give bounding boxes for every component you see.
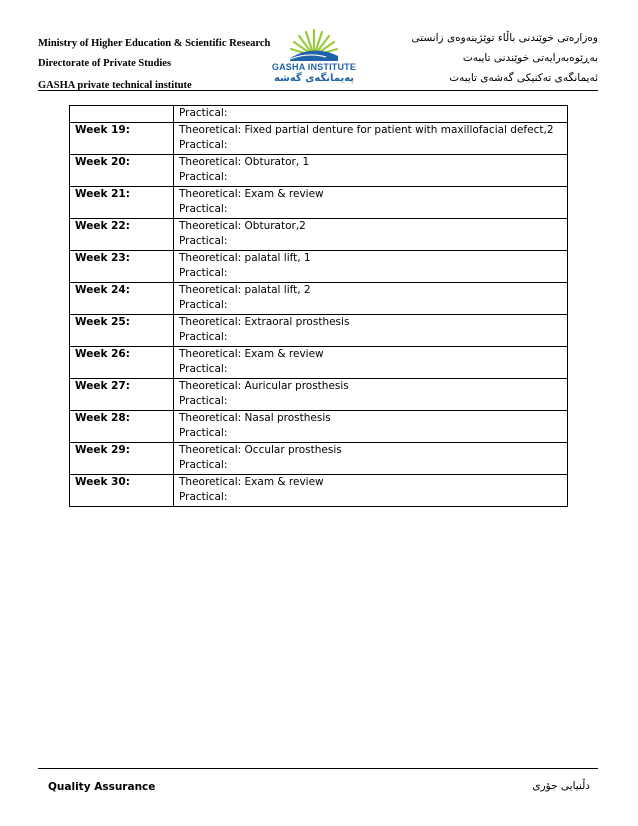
- week-label: [70, 282, 174, 314]
- theoretical-line: Theoretical: Auricular prosthesis: [179, 379, 349, 392]
- logo-subtitle: پەیمانگەی گەشە: [273, 73, 355, 84]
- week-label-text: Week 19:: [75, 123, 130, 136]
- week-label-text: Week 25:: [75, 315, 130, 328]
- practical-line: Practical:: [179, 491, 228, 503]
- header-institute-kurdish: ئەیمانگەی تەکنیکی گەشەی تایبەت: [449, 72, 598, 84]
- week-label: [70, 154, 174, 186]
- practical-line: Practical:: [179, 267, 228, 279]
- gasha-logo: [268, 26, 360, 88]
- practical-line: Practical:: [179, 395, 228, 407]
- content-cell: [174, 410, 568, 442]
- week-label-text: Week 20:: [75, 155, 130, 168]
- header-divider: [38, 90, 598, 91]
- weekly-plan-table: [69, 105, 568, 507]
- content-cell: [174, 442, 568, 474]
- content-cell: [174, 282, 568, 314]
- table-row: [70, 122, 568, 154]
- practical-line: Practical:: [179, 235, 228, 247]
- table-row: [70, 442, 568, 474]
- theoretical-line: Theoretical: Fixed partial denture for patient with maxillofacial defect,2: [179, 123, 554, 136]
- footer-divider: [38, 768, 598, 769]
- week-label-text: Week 23:: [75, 251, 130, 264]
- table-row: [70, 314, 568, 346]
- week-label: [70, 378, 174, 410]
- week-label-text: Week 28:: [75, 411, 130, 424]
- week-label: [70, 218, 174, 250]
- content-cell: [174, 474, 568, 506]
- week-label: [70, 186, 174, 218]
- week-label: [70, 442, 174, 474]
- table-row: [70, 410, 568, 442]
- logo-name: GASHA INSTITUTE: [271, 62, 357, 72]
- week-label-text: Week 24:: [75, 283, 130, 296]
- practical-line: Practical:: [179, 203, 228, 215]
- header-kurdish: [398, 28, 598, 88]
- theoretical-line: Theoretical: Exam & review: [179, 347, 324, 360]
- theoretical-line: Theoretical: Obturator,2: [179, 219, 306, 232]
- header-ministry-kurdish: وەزارەتی خوێندنی باڵاء توێژینەوەی زانستی: [411, 32, 598, 44]
- practical-line: Practical:: [179, 171, 228, 183]
- week-label-text: Week 22:: [75, 219, 130, 232]
- sun-wave-icon: [268, 26, 360, 62]
- week-cell: [70, 106, 174, 123]
- header-directorate-kurdish: بەڕێوەبەرایەتی خوێندنی تایبەت: [462, 52, 598, 64]
- content-cell: [174, 122, 568, 154]
- week-label-text: Week 21:: [75, 187, 130, 200]
- week-label: [70, 346, 174, 378]
- table-row: [70, 250, 568, 282]
- practical-line: Practical:: [179, 107, 228, 119]
- table-row: [70, 186, 568, 218]
- practical-line: Practical:: [179, 427, 228, 439]
- content-cell: [174, 378, 568, 410]
- theoretical-line: Theoretical: Occular prosthesis: [179, 443, 342, 456]
- practical-line: Practical:: [179, 363, 228, 375]
- footer-quality-assurance: Quality Assurance: [48, 781, 156, 793]
- table-row: [70, 378, 568, 410]
- table-row: [70, 282, 568, 314]
- week-label-text: Week 26:: [75, 347, 130, 360]
- footer-quality-assurance-kurdish: دڵنیایی جۆری: [532, 780, 590, 792]
- practical-line: Practical:: [179, 139, 228, 151]
- week-label: [70, 314, 174, 346]
- header-ministry: Ministry of Higher Education & Scientific Research: [38, 38, 271, 49]
- practical-line: Practical:: [179, 331, 228, 343]
- theoretical-line: Theoretical: Obturator, 1: [179, 155, 310, 168]
- practical-line: Practical:: [179, 459, 228, 471]
- table-row: [70, 218, 568, 250]
- practical-line: Practical:: [179, 299, 228, 311]
- table-row: [70, 474, 568, 506]
- week-label: [70, 410, 174, 442]
- theoretical-line: Theoretical: palatal lift, 2: [179, 283, 311, 296]
- table-row: [70, 154, 568, 186]
- table-row: [70, 106, 568, 123]
- content-cell: [174, 250, 568, 282]
- theoretical-line: Theoretical: Extraoral prosthesis: [179, 315, 350, 328]
- week-label-text: Week 27:: [75, 379, 130, 392]
- week-label: [70, 474, 174, 506]
- table-row: [70, 346, 568, 378]
- theoretical-line: Theoretical: Exam & review: [179, 187, 324, 200]
- theoretical-line: Theoretical: Exam & review: [179, 475, 324, 488]
- week-label: [70, 250, 174, 282]
- theoretical-line: Theoretical: Nasal prosthesis: [179, 411, 331, 424]
- week-label-text: Week 30:: [75, 475, 130, 488]
- theoretical-line: Theoretical: palatal lift, 1: [179, 251, 311, 264]
- content-cell: [174, 106, 568, 123]
- content-cell: [174, 186, 568, 218]
- content-cell: [174, 346, 568, 378]
- week-label: [70, 122, 174, 154]
- content-cell: [174, 154, 568, 186]
- content-cell: [174, 218, 568, 250]
- week-label-text: Week 29:: [75, 443, 130, 456]
- header-institute: GASHA private technical institute: [38, 80, 192, 91]
- header-directorate: Directorate of Private Studies: [38, 58, 172, 69]
- content-cell: [174, 314, 568, 346]
